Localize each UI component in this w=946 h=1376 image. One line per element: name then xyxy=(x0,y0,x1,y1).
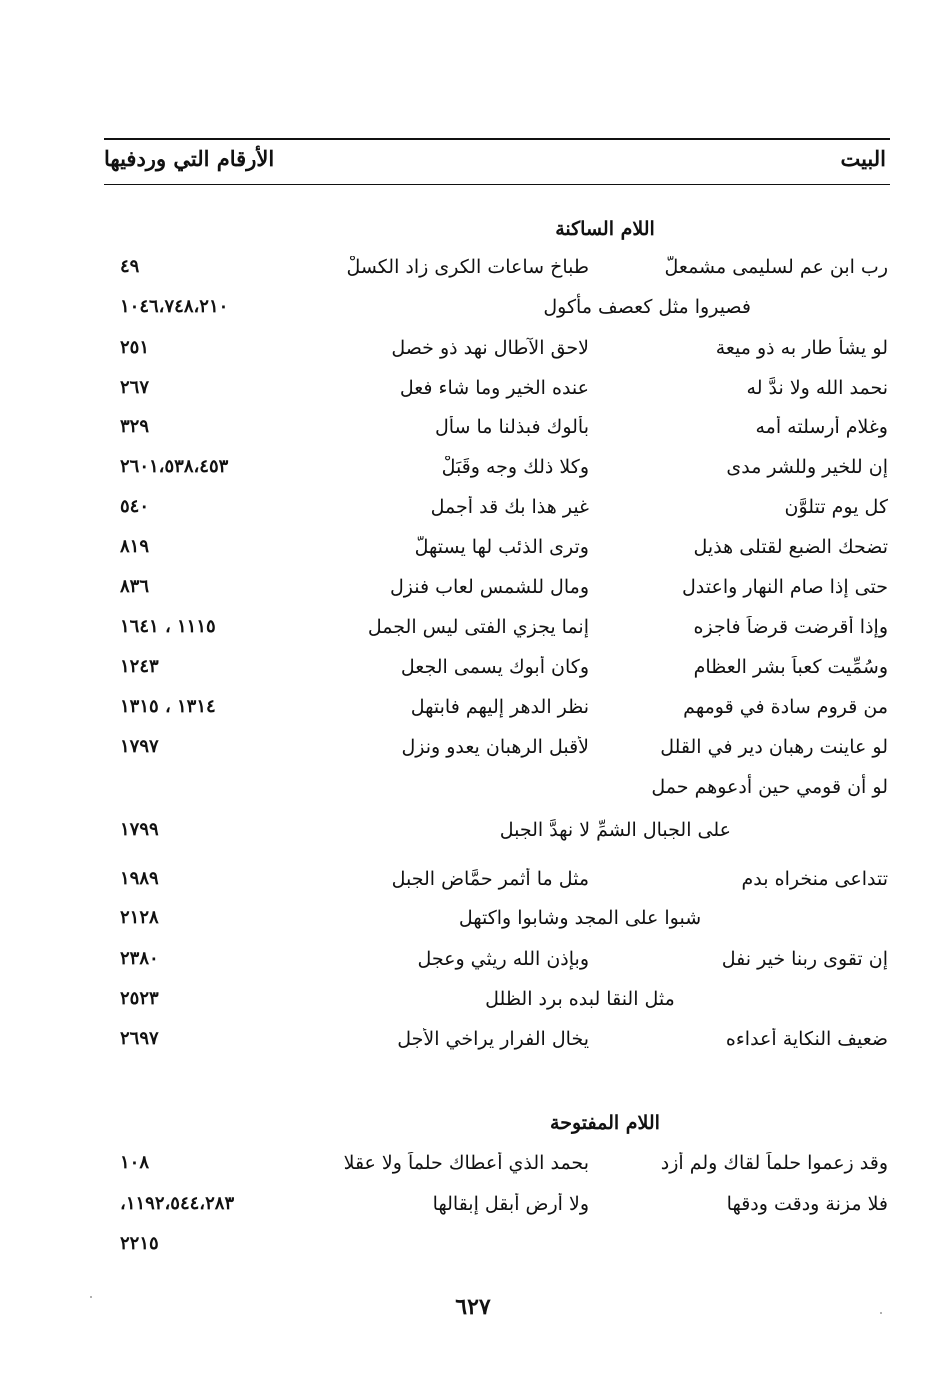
verse-reference-numbers: ٢٥٢٣ xyxy=(120,988,159,1009)
verse-row xyxy=(0,907,946,947)
verse-reference-numbers: ٣٢٩ xyxy=(120,416,150,437)
verse-second-hemistich: وترى الذئب لها يستهلّ xyxy=(414,536,589,558)
section-title-lam-sakina: اللام الساكنة xyxy=(555,218,655,240)
verse-row xyxy=(0,988,946,1028)
verse-second-hemistich: بألوك فبذلنا ما سأل xyxy=(434,416,589,438)
verse-reference-numbers: ٢٣٨٠ xyxy=(120,948,159,969)
verse-reference-numbers: ٨٣٦ xyxy=(120,576,150,597)
verse-row xyxy=(0,296,946,336)
verse-row xyxy=(0,536,946,576)
verse-first-hemistich: وإذا أقرضت قرضاً فاجزه xyxy=(693,616,888,638)
verse-first-hemistich: رب ابن عم لسليمى مشمعلّ xyxy=(664,256,888,278)
header-column-title-verse: البيت xyxy=(840,146,886,171)
verse-row xyxy=(0,337,946,377)
verse-second-hemistich: لأقبل الرهبان يعدو ونزل xyxy=(401,736,589,758)
verse-row xyxy=(0,736,946,776)
verse-reference-numbers: ١١١٥ ، ١٦٤١ xyxy=(120,616,216,637)
verse-second-hemistich: وبإذن الله ريثي وعجل xyxy=(417,948,589,970)
verse-first-hemistich: وسُمِّيت كعباً بشر العظام xyxy=(693,656,888,678)
verse-second-hemistich: نظر الدهر إليهم فابتهل xyxy=(410,696,589,718)
verse-reference-numbers: ١٢٤٣ xyxy=(120,656,159,677)
verse-row xyxy=(0,776,946,816)
verse-row xyxy=(0,256,946,296)
header-top-rule xyxy=(104,138,890,140)
verse-first-hemistich: ضعيف النكاية أعداءه xyxy=(725,1028,888,1050)
verse-first-hemistich: تتداعى منخراه بدم xyxy=(741,868,888,890)
verse-single-line: على الجبال الشمِّ لا نهدَّ الجبل xyxy=(499,819,731,841)
verse-row xyxy=(0,496,946,536)
verse-first-hemistich: تضحك الضبع لقتلى هذيل xyxy=(693,536,888,558)
verse-reference-numbers: ١٩٨٩ xyxy=(120,868,159,889)
verse-reference-numbers: ٢١٢٨ xyxy=(120,907,159,928)
verse-first-hemistich: حتى إذا صام النهار واعتدل xyxy=(681,576,888,598)
verse-first-hemistich: إن للخير وللشر مدى xyxy=(726,456,888,478)
verse-row xyxy=(0,377,946,417)
verse-first-hemistich: وغلام أرسلته أمه xyxy=(755,416,888,438)
verse-row xyxy=(0,1152,946,1192)
verse-first-hemistich: إن تقوى ربنا خير نفل xyxy=(721,948,888,970)
verse-single-line: لو أن قومي حين أدعوهم حمل xyxy=(651,776,888,798)
verse-second-hemistich: عنده الخير وما شاء فعل xyxy=(399,377,589,399)
verse-single-line: فصيروا مثل كعصف مأكول xyxy=(543,296,751,318)
verse-first-hemistich: وقد زعموا حلماً لقاك ولم أزد xyxy=(660,1152,888,1174)
verse-row xyxy=(0,616,946,656)
verse-reference-numbers: ٥٤٠ xyxy=(120,496,150,517)
verse-reference-numbers: ١٣١٤ ، ١٣١٥ xyxy=(120,696,216,717)
verse-single-line: مثل النقا لبده برد الظلل xyxy=(485,988,675,1010)
verse-reference-numbers: ١٠٨ xyxy=(120,1152,150,1173)
verse-second-hemistich: ولا أرض أبقل إبقالها xyxy=(432,1193,589,1215)
verse-reference-numbers: ٢٦٠١،٥٣٨،٤٥٣ xyxy=(120,456,229,477)
verse-row xyxy=(0,696,946,736)
verse-row xyxy=(0,576,946,616)
section-title-lam-maftouha: اللام المفتوحة xyxy=(550,1112,660,1134)
verse-reference-numbers: ٢٥١ xyxy=(120,337,150,358)
verse-row xyxy=(0,819,946,859)
verse-row xyxy=(0,1028,946,1068)
verse-reference-numbers: ٢٦٩٧ xyxy=(120,1028,159,1049)
verse-first-hemistich: لو يشأ طار به ذو ميعة xyxy=(715,337,888,359)
page-number: ٦٢٧ xyxy=(455,1294,491,1320)
verse-second-hemistich: بحمد الذي أعطاك حلماً ولا عقلا xyxy=(343,1152,589,1174)
verse-first-hemistich: فلا مزنة ودقت ودقها xyxy=(726,1193,888,1215)
verse-second-hemistich: وكان أبوك يسمى الجعل xyxy=(400,656,589,678)
header-column-title-numbers: الأرقام التي وردفيها xyxy=(104,146,275,171)
verse-reference-numbers: ١١٩٢،٥٤٤،٢٨٣، xyxy=(120,1193,235,1214)
verse-first-hemistich: من قروم سادة في قومهم xyxy=(683,696,888,718)
verse-reference-numbers: ١٧٩٧ xyxy=(120,736,159,757)
verse-first-hemistich: لو عاينت رهبان دير في القلل xyxy=(660,736,888,758)
verse-second-hemistich: إنما يجزي الفتى ليس الجمل xyxy=(367,616,589,638)
verse-row xyxy=(0,656,946,696)
verse-row xyxy=(0,416,946,456)
scan-speck xyxy=(90,1296,92,1298)
verse-reference-numbers: ٤٩ xyxy=(120,256,140,277)
verse-reference-numbers: ١٠٤٦،٧٤٨،٢١٠ xyxy=(120,296,229,317)
scan-speck xyxy=(880,1312,882,1314)
verse-second-hemistich: لاحق الآطال نهد ذو خصل xyxy=(391,337,589,359)
verse-second-hemistich: غير هذا بك قد أجمل xyxy=(430,496,589,518)
verse-second-hemistich: يخال الفرار يراخي الأجل xyxy=(397,1028,589,1050)
verse-single-line: شبوا على المجد وشابوا واكتهل xyxy=(458,907,702,929)
verse-reference-numbers: ٢٢١٥ xyxy=(120,1233,159,1254)
verse-reference-numbers: ٨١٩ xyxy=(120,536,150,557)
verse-reference-numbers: ١٧٩٩ xyxy=(120,819,159,840)
verse-row xyxy=(0,1233,946,1273)
header-bottom-rule xyxy=(104,184,890,185)
verse-second-hemistich: ومال للشمس لعاب فنزل xyxy=(389,576,589,598)
verse-second-hemistich: وكلا ذلك وجه وقَبَلْ xyxy=(441,456,589,478)
verse-reference-numbers: ٢٦٧ xyxy=(120,377,150,398)
verse-second-hemistich: مثل ما أثمر حمَّاض الجبل xyxy=(391,868,589,890)
verse-row xyxy=(0,1193,946,1233)
verse-row xyxy=(0,456,946,496)
verse-first-hemistich: نحمد الله ولا ندَّ له xyxy=(746,377,888,399)
verse-row xyxy=(0,948,946,988)
verse-second-hemistich: طباخ ساعات الكرى زاد الكسلْ xyxy=(346,256,589,278)
verse-first-hemistich: كل يوم تتلوَّن xyxy=(784,496,888,518)
verse-row xyxy=(0,868,946,908)
